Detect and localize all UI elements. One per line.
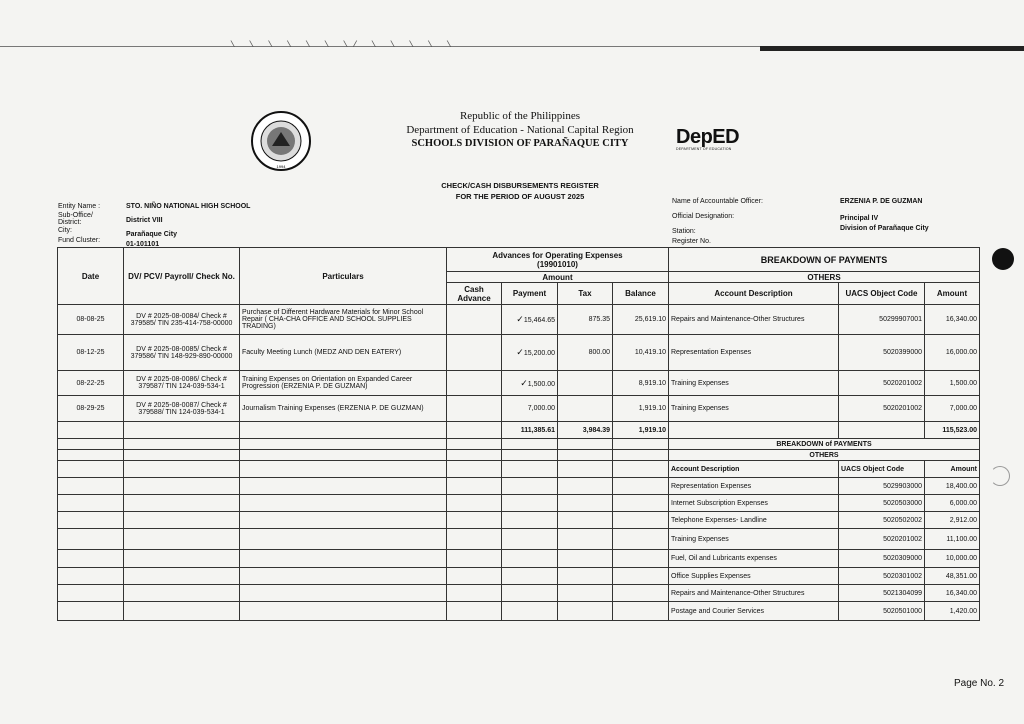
punch-hole xyxy=(992,248,1014,270)
division-seal-logo xyxy=(250,110,312,172)
col-cash-header: Cash Advance xyxy=(447,283,502,305)
scan-marks: \ \ \ \ \ \ \/ \ \ \ \ \ xyxy=(230,40,456,50)
seal-year: 1994 xyxy=(276,164,286,169)
table-row xyxy=(58,396,980,422)
summary-account: Internet Subscription Expenses xyxy=(669,495,839,512)
summary-col-amount: Amount xyxy=(925,461,980,478)
row-balance: 8,919.10 xyxy=(613,371,669,396)
city-value: Parañaque City xyxy=(126,231,177,238)
table-row xyxy=(58,371,980,396)
row-date: 08-08-25 xyxy=(58,305,124,335)
col-amount-header: Amount xyxy=(925,283,980,305)
designation-value: Principal IV xyxy=(840,215,879,222)
advances-header xyxy=(447,248,669,272)
entity-value: STO. NIÑO NATIONAL HIGH SCHOOL xyxy=(126,203,251,210)
row-payment xyxy=(502,335,558,371)
summary-row xyxy=(58,529,980,550)
checkmark-icon: ✓ xyxy=(516,347,524,357)
deped-logo-subtext: DEPARTMENT OF EDUCATION xyxy=(676,147,732,151)
advances-code: (19901010) xyxy=(537,259,578,269)
row-uacs: 50299907001 xyxy=(839,305,925,335)
row-amount: 16,340.00 xyxy=(925,305,980,335)
station-value: Division of Parañaque City xyxy=(840,225,929,232)
total-amount: 115,523.00 xyxy=(925,422,980,439)
summary-account: Fuel, Oil and Lubricants expenses xyxy=(669,550,839,568)
row-cash xyxy=(447,305,502,335)
row-dv: DV # 2025-08-0084/ Check # 379585/ TIN 235-414-758-00000 xyxy=(124,305,240,335)
summary-account: Office Supplies Expenses xyxy=(669,568,839,585)
suboffice-label: Sub-Office/ xyxy=(58,212,93,219)
col-particulars-header: Particulars xyxy=(240,248,447,305)
summary-others-row xyxy=(58,450,980,461)
city-label: City: xyxy=(58,227,72,234)
summary-row xyxy=(58,550,980,568)
deped-logo xyxy=(676,126,739,151)
entity-labels xyxy=(58,202,100,246)
total-tax: 3,984.39 xyxy=(558,422,613,439)
row-payment xyxy=(502,371,558,396)
summary-amount: 2,912.00 xyxy=(925,512,980,529)
row-dv: DV # 2025-08-0085/ Check # 379586/ TIN 148-929-890-00000 xyxy=(124,335,240,371)
header-department: Department of Education - National Capital Region xyxy=(406,124,634,136)
row-balance: 25,619.10 xyxy=(613,305,669,335)
row-payment xyxy=(502,305,558,335)
totals-row xyxy=(58,422,980,439)
row-tax: 800.00 xyxy=(558,335,613,371)
summary-uacs: 5029903000 xyxy=(839,478,925,495)
col-account-header: Account Description xyxy=(669,283,839,305)
summary-col-account: Account Description xyxy=(669,461,839,478)
officer-values xyxy=(840,197,929,234)
col-payment-header: Payment xyxy=(502,283,558,305)
row-balance: 1,919.10 xyxy=(613,396,669,422)
report-title-line1: CHECK/CASH DISBURSEMENTS REGISTER xyxy=(441,181,599,190)
summary-uacs: 5020301002 xyxy=(839,568,925,585)
entity-values xyxy=(126,202,250,250)
row-payment-value: 15,464.65 xyxy=(523,317,555,324)
table-row xyxy=(58,335,980,371)
col-uacs-header: UACS Object Code xyxy=(839,283,925,305)
row-dv: DV # 2025-08-0086/ Check # 379587/ TIN 124-039-534-1 xyxy=(124,371,240,396)
officer-value: ERZENIA P. DE GUZMAN xyxy=(840,198,923,205)
summary-amount: 16,340.00 xyxy=(925,585,980,602)
row-tax xyxy=(558,371,613,396)
disbursement-register-table xyxy=(57,247,980,621)
summary-amount: 10,000.00 xyxy=(925,550,980,568)
row-tax: 875.35 xyxy=(558,305,613,335)
deped-logo-text: DepED xyxy=(676,126,740,148)
summary-row xyxy=(58,602,980,621)
summary-uacs: 5020502002 xyxy=(839,512,925,529)
row-uacs: 5020201002 xyxy=(839,396,925,422)
letterhead xyxy=(360,110,680,149)
summary-row xyxy=(58,495,980,512)
row-payment-value: 1,500.00 xyxy=(527,380,555,388)
row-amount: 1,500.00 xyxy=(925,371,980,396)
header-republic: Republic of the Philippines xyxy=(459,110,581,122)
summary-amount: 1,420.00 xyxy=(925,602,980,621)
summary-amount: 11,100.00 xyxy=(925,529,980,550)
row-payment-value: 15,200.00 xyxy=(523,350,555,357)
officer-labels xyxy=(672,197,763,247)
station-label: Station: xyxy=(672,228,696,235)
district-label: District: xyxy=(58,219,82,226)
scan-shadow-bar xyxy=(760,46,1024,51)
fund-value: 01-101101 xyxy=(126,241,160,248)
row-date: 08-22-25 xyxy=(58,371,124,396)
row-cash xyxy=(447,396,502,422)
checkmark-icon: ✓ xyxy=(520,377,528,388)
row-particulars: Purchase of Different Hardware Materials for Minor School Repair ( CHA-CHA OFFICE AND SCHOOL SUPPLIES TRADING) xyxy=(240,305,447,335)
summary-title-row xyxy=(58,439,980,450)
row-balance: 10,419.10 xyxy=(613,335,669,371)
row-date: 08-12-25 xyxy=(58,335,124,371)
row-particulars: Faculty Meeting Lunch (MEDZ AND DEN EATERY) xyxy=(240,335,447,371)
summary-amount: 48,351.00 xyxy=(925,568,980,585)
summary-row xyxy=(58,585,980,602)
summary-account: Repairs and Maintenance-Other Structures xyxy=(669,585,839,602)
summary-account: Postage and Courier Services xyxy=(669,602,839,621)
district-value: District VIII xyxy=(126,217,163,224)
total-payment: 111,385.61 xyxy=(502,422,558,439)
punch-hole-outline xyxy=(990,466,1010,486)
row-account: Training Expenses xyxy=(669,371,839,396)
row-tax xyxy=(558,396,613,422)
report-title-line2: FOR THE PERIOD OF AUGUST 2025 xyxy=(455,192,585,201)
summary-uacs: 5020503000 xyxy=(839,495,925,512)
row-particulars: Journalism Training Expenses (ERZENIA P. DE GUZMAN) xyxy=(240,396,447,422)
summary-account: Representation Expenses xyxy=(669,478,839,495)
row-amount: 7,000.00 xyxy=(925,396,980,422)
summary-amount: 6,000.00 xyxy=(925,495,980,512)
fund-label: Fund Cluster: xyxy=(58,237,101,244)
entity-label: Entity Name : xyxy=(58,203,101,210)
col-tax-header: Tax xyxy=(558,283,613,305)
summary-header-row xyxy=(58,461,980,478)
row-uacs: 5020201002 xyxy=(839,371,925,396)
col-balance-header: Balance xyxy=(613,283,669,305)
advances-title: Advances for Operating Expenses xyxy=(492,250,623,260)
summary-amount: 18,400.00 xyxy=(925,478,980,495)
summary-uacs: 5021304099 xyxy=(839,585,925,602)
summary-title: BREAKDOWN of PAYMENTS xyxy=(669,439,980,450)
summary-others: OTHERS xyxy=(669,450,980,461)
row-account: Training Expenses xyxy=(669,396,839,422)
summary-account: Training Expenses xyxy=(669,529,839,550)
col-date-header: Date xyxy=(58,248,124,305)
officer-label: Name of Accountable Officer: xyxy=(672,198,763,205)
row-particulars: Training Expenses on Orientation on Expanded Career Progression (ERZENIA P. DE GUZMAN) xyxy=(240,371,447,396)
row-cash xyxy=(447,335,502,371)
amount-header: Amount xyxy=(447,272,669,283)
summary-row xyxy=(58,478,980,495)
table-row xyxy=(58,305,980,335)
report-title xyxy=(400,180,640,202)
row-amount: 16,000.00 xyxy=(925,335,980,371)
summary-row xyxy=(58,568,980,585)
row-account: Repairs and Maintenance-Other Structures xyxy=(669,305,839,335)
col-dv-header: DV/ PCV/ Payroll/ Check No. xyxy=(124,248,240,305)
summary-uacs: 5020309000 xyxy=(839,550,925,568)
row-dv: DV # 2025-08-0087/ Check # 379588/ TIN 124-039-534-1 xyxy=(124,396,240,422)
checkmark-icon: ✓ xyxy=(516,314,524,324)
page-number: Page No. 2 xyxy=(954,678,1005,689)
register-label: Register No. xyxy=(672,238,711,245)
row-cash xyxy=(447,371,502,396)
header-division: SCHOOLS DIVISION OF PARAÑAQUE CITY xyxy=(411,138,629,149)
summary-uacs: 5020501000 xyxy=(839,602,925,621)
others-header: OTHERS xyxy=(669,272,980,283)
row-account: Representation Expenses xyxy=(669,335,839,371)
summary-col-uacs: UACS Object Code xyxy=(839,461,925,478)
row-payment: 7,000.00 xyxy=(502,396,558,422)
scan-edge xyxy=(0,22,1024,50)
row-date: 08-29-25 xyxy=(58,396,124,422)
row-uacs: 5020399000 xyxy=(839,335,925,371)
total-balance: 1,919.10 xyxy=(613,422,669,439)
summary-row xyxy=(58,512,980,529)
summary-account: Telephone Expenses- Landline xyxy=(669,512,839,529)
breakdown-header: BREAKDOWN OF PAYMENTS xyxy=(669,248,980,272)
designation-label: Official Designation: xyxy=(672,213,735,220)
summary-uacs: 5020201002 xyxy=(839,529,925,550)
